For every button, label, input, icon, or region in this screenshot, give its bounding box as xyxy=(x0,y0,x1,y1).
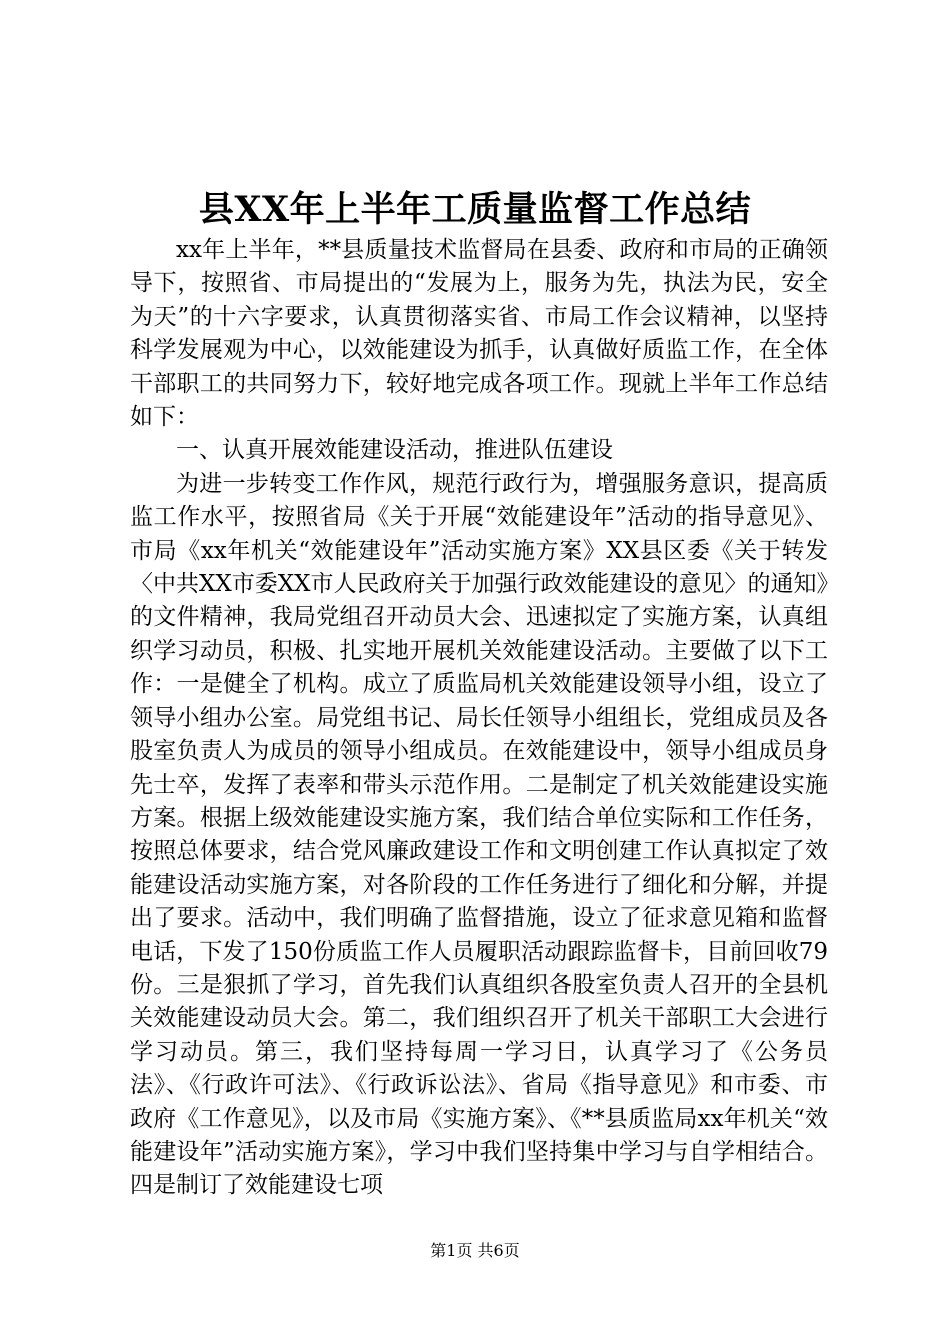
section-heading: 一、认真开展效能建设活动，推进队伍建设 xyxy=(176,437,613,464)
page-footer: 第1页 共6页 xyxy=(430,1241,520,1260)
body-paragraph: 为进一步转变工作作风，规范行政行为，增强服务意识，提高质监工作水平，按照省局《关于开展“效能建设年”活动的指导意见》、市局《xx年机关“效能建设年”活动实施方案》XX县区委《关于转发〈中共XX市委XX市人民政府关于加强行政效能建设的意见〉的通知》的文件精神，我局党组召开动员大会、迅速拟定了实施方案，认真组织学习动员，积极、扎实地开展机关效能建设活动。主要做了以下工作：一是健全了机构。成立了质监局机关效能建设领导小组，设立了领导小组办公室。局党组书记、局长任领导小组组长，党组成员及各股室负责人为成员的领导小组成员。在效能建设中，领导小组成员身先士卒，发挥了表率和带头示范作用。二是制定了机关效能建设实施方案。根据上级效能建设实施方案，我们结合单位实际和工作任务，按照总体要求，结合党风廉政建设工作和文明创建工作认真拟定了效能建设活动实施方案，对各阶段的工作任务进行了细化和分解，并提出了要求。活动中，我们明确了监督措施，设立了征求意见箱和监督电话，下发了150份质监工作人员履职活动跟踪监督卡，目前回收79份。三是狠抓了学习，首先我们认真组织各股室负责人召开的全县机关效能建设动员大会。第二，我们组织召开了机关干部职工大会进行学习动员。第三，我们坚持每周一学习日，认真学习了《公务员法》、《行政许可法》、《行政诉讼法》、省局《指导意见》和市委、市政府《工作意见》，以及市局《实施方案》、《**县质监局xx年机关“效能建设年”活动实施方案》，学习中我们坚持集中学习与自学相结合。四是制订了效能建设七项 xyxy=(130,470,828,1199)
intro-paragraph: xx年上半年，**县质量技术监督局在县委、政府和市局的正确领导下，按照省、市局提出的“发展为上，服务为先，执法为民，安全为天”的十六字要求，认真贯彻落实省、市局工作会议精神，以坚持科学发展观为中心，以效能建设为抓手，认真做好质监工作，在全体干部职工的共同努力下，较好地完成各项工作。现就上半年工作总结如下： xyxy=(130,237,828,431)
document-title: 县XX年上半年工质量监督工作总结 xyxy=(198,189,752,230)
document-body xyxy=(130,234,828,1203)
